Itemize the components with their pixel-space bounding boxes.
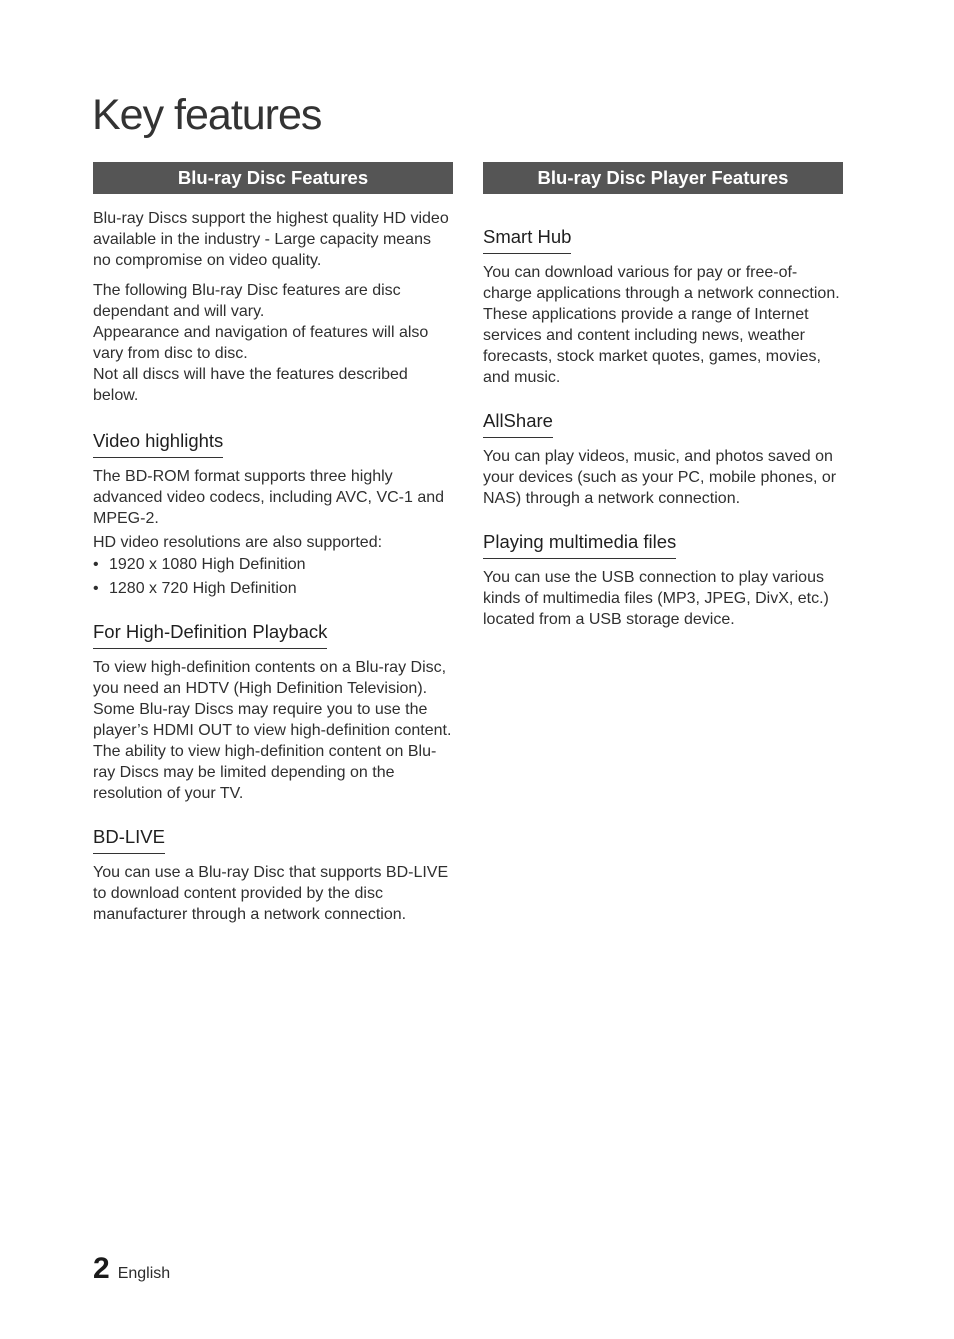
resolution-list (93, 553, 453, 601)
bd-live-text: You can use a Blu-ray Disc that supports BD-LIVE to download content provided by the disc manufacturer through a network connection. (93, 864, 449, 923)
heading-allshare: AllShare (483, 410, 553, 438)
page-footer (93, 1252, 170, 1286)
video-highlights-resolutions: HD video resolutions are also supported: (93, 534, 383, 551)
heading-multimedia: Playing multimedia files (483, 531, 676, 559)
list-item: • 1280 x 720 High Definition (93, 577, 453, 601)
left-column (93, 162, 453, 925)
heading-bd-live: BD-LIVE (93, 826, 165, 854)
video-highlights-text: The BD-ROM format supports three highly advanced video codecs, including AVC, VC-1 and MPEG-2. (93, 468, 445, 527)
section-band-player-features: Blu-ray Disc Player Features (483, 162, 843, 194)
section-band-bluray-disc-features: Blu-ray Disc Features (93, 162, 453, 194)
intro-paragraph: Appearance and navigation of features will also vary from disc to disc. (93, 324, 429, 362)
heading-hd-playback: For High-Definition Playback (93, 621, 327, 649)
multimedia-text: You can use the USB connection to play various kinds of multimedia files (MP3, JPEG, DivX, etc.) located from a USB storage device. (483, 569, 829, 628)
heading-video-highlights: Video highlights (93, 430, 223, 458)
intro-paragraph: The following Blu-ray Disc features are disc dependant and will vary. (93, 282, 401, 320)
smart-hub-text: You can download various for pay or free-of-charge applications through a network connection. These applications provide a range of Internet services and content including news, weather forecasts, stock market quotes, games, movies, and music. (483, 264, 840, 386)
page-title: Key features (92, 91, 322, 139)
hd-playback-text: To view high-definition contents on a Blu-ray Disc, you need an HDTV (High Definition Television). Some Blu-ray Discs may require you to use the player’s HDMI OUT to view high-definition content. The ability to view high-definition content on Blu-ray Discs may be limited depending on the resolution of your TV. (93, 659, 452, 802)
page-number: 2 (93, 1252, 110, 1285)
allshare-text: You can play videos, music, and photos saved on your devices (such as your PC, mobile phones, or NAS) through a network connection. (483, 448, 837, 507)
right-column (483, 162, 843, 630)
list-item: • 1920 x 1080 High Definition (93, 553, 453, 577)
heading-smart-hub: Smart Hub (483, 226, 571, 254)
page-language: English (117, 1265, 171, 1282)
intro-paragraph: Not all discs will have the features described below. (93, 366, 408, 404)
intro-paragraph: Blu-ray Discs support the highest quality HD video available in the industry - Large capacity means no compromise on video quality. (93, 210, 449, 269)
